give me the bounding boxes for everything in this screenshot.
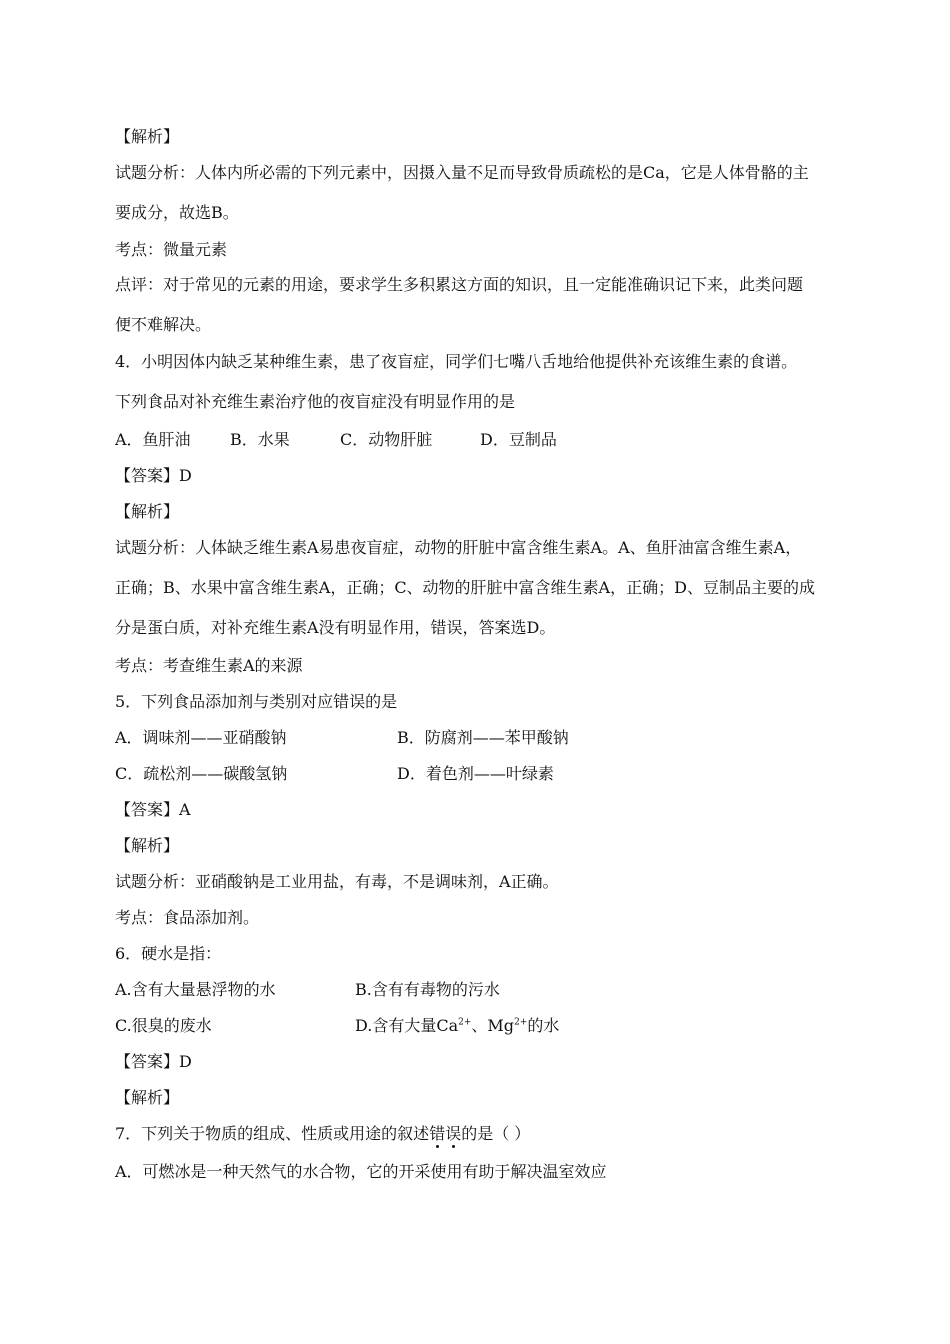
question-6: 6．硬水是指：: [115, 944, 222, 963]
q7-stem-pre: 7．下列关于物质的组成、性质或用途的叙述: [115, 1124, 430, 1143]
q7-option-a: A．可燃冰是一种天然气的水合物，它的开采使用有助于解决温室效应: [115, 1162, 607, 1181]
q4-answer: 【答案】D: [115, 466, 192, 485]
q5-analysis-heading: 【解析】: [115, 836, 180, 855]
q4-analysis-text: 分是蛋白质，对补充维生素A没有明显作用，错误，答案选D。: [115, 618, 556, 637]
question-4: 4．小明因体内缺乏某种维生素，患了夜盲症，同学们七嘴八舌地给他提供补充该维生素的食谱。: [115, 352, 798, 371]
q5-answer: 【答案】A: [115, 800, 191, 819]
question-4-text: 下列食品对补充维生素治疗他的夜盲症没有明显作用的是: [115, 392, 516, 411]
q5-knowledge-point: 考点：食品添加剂。: [115, 908, 260, 927]
question-5: 5．下列食品添加剂与类别对应错误的是: [115, 692, 398, 711]
q6-option-d: [355, 1016, 559, 1036]
analysis-text: 要成分，故选B。: [115, 203, 239, 222]
q4-knowledge-point: 考点：考查维生素A的来源: [115, 656, 303, 675]
q6-option-d-mid: 、Mg: [471, 1016, 515, 1035]
q4-option-a: A．鱼肝油: [115, 430, 191, 449]
emphasis-char: 错: [429, 1124, 446, 1143]
q6-option-d-post: 的水: [527, 1016, 560, 1035]
q4-analysis-text: 试题分析：人体缺乏维生素A易患夜盲症，动物的肝脏中富含维生素A。A、鱼肝油富含维生素A，: [115, 538, 802, 557]
q6-answer: 【答案】D: [115, 1052, 192, 1071]
knowledge-point: 考点：微量元素: [115, 240, 228, 259]
q6-option-c: C.很臭的废水: [115, 1016, 212, 1035]
magnesium-charge: 2+: [514, 1017, 528, 1028]
q5-option-d: D．着色剂——叶绿素: [397, 764, 554, 783]
q4-option-c: C．动物肝脏: [340, 430, 433, 449]
q6-option-d-pre: D.含有大量Ca: [355, 1016, 459, 1035]
q5-option-c: C．疏松剂——碳酸氢钠: [115, 764, 288, 783]
q6-option-b: B.含有有毒物的污水: [355, 980, 500, 999]
q7-stem-post: 的是（ ）: [461, 1124, 531, 1143]
calcium-charge: 2+: [458, 1017, 472, 1028]
q4-option-b: B．水果: [230, 430, 290, 449]
analysis-heading: 【解析】: [115, 127, 180, 146]
q4-option-d: D．豆制品: [480, 430, 557, 449]
q6-option-a: A.含有大量悬浮物的水: [115, 980, 276, 999]
analysis-text: 试题分析：人体内所必需的下列元素中，因摄入量不足而导致骨质疏松的是Ca，它是人体骨骼的主: [115, 163, 809, 182]
q6-analysis-heading: 【解析】: [115, 1088, 180, 1107]
question-7: [115, 1124, 530, 1144]
q4-analysis-text: 正确；B、水果中富含维生素A，正确；C、动物的肝脏中富含维生素A，正确；D、豆制品主要的成: [115, 578, 815, 597]
q5-analysis-text: 试题分析：亚硝酸钠是工业用盐，有毒，不是调味剂，A正确。: [115, 872, 559, 891]
q4-analysis-heading: 【解析】: [115, 502, 180, 521]
comment-text: 便不难解决。: [115, 315, 212, 334]
q5-option-b: B．防腐剂——苯甲酸钠: [397, 728, 569, 747]
emphasis-char: 误: [445, 1124, 462, 1143]
q5-option-a: A．调味剂——亚硝酸钠: [115, 728, 287, 747]
comment-text: 点评：对于常见的元素的用途，要求学生多积累这方面的知识，且一定能准确识记下来，此类问题: [115, 275, 804, 294]
